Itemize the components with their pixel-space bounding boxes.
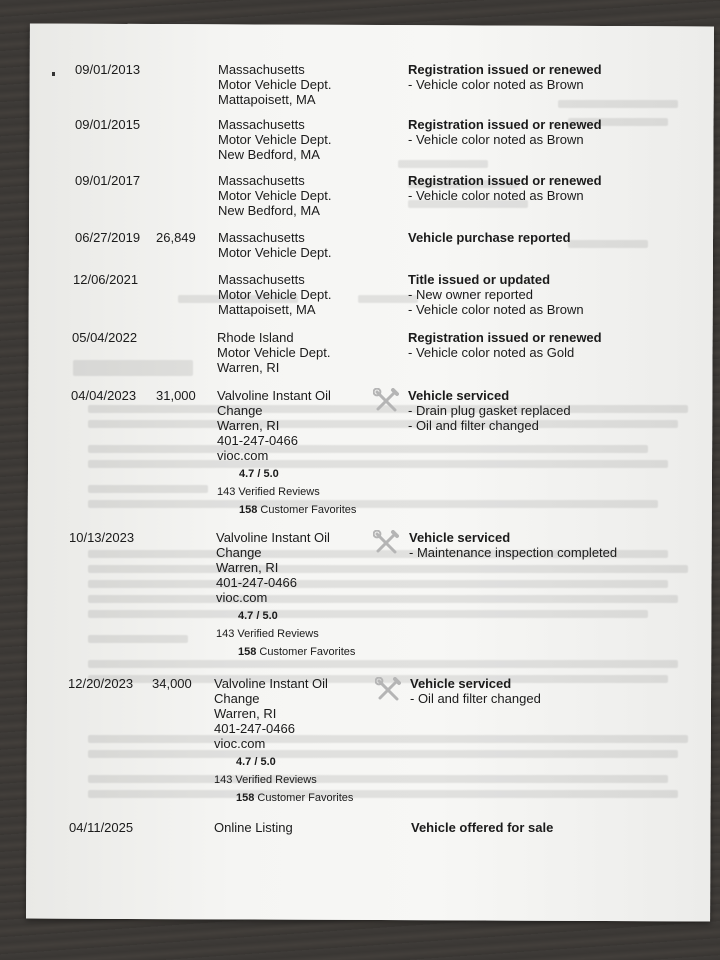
shop-rating: 4.7 / 5.0 — [239, 468, 279, 480]
event-detail: - New owner reported — [408, 287, 533, 302]
source-line: Motor Vehicle Dept. — [218, 287, 332, 302]
record-source — [216, 530, 376, 660]
record-date: 12/06/2021 — [73, 272, 139, 287]
shop-reviews: 143 Verified Reviews — [214, 774, 317, 786]
wrench-screwdriver-icon — [375, 677, 401, 703]
shop-reviews: 143 Verified Reviews — [216, 628, 319, 640]
source-line: Online Listing — [214, 820, 293, 835]
source-line: Massachusetts — [218, 230, 305, 245]
record-source — [218, 272, 378, 317]
record-event — [408, 330, 708, 360]
shop-favorites: 158 Customer Favorites — [236, 792, 354, 804]
source-line: Motor Vehicle Dept. — [218, 77, 332, 92]
event-detail: - Drain plug gasket replaced — [408, 403, 571, 418]
source-line: Massachusetts — [218, 173, 305, 188]
record-source — [218, 173, 378, 218]
wrench-screwdriver-icon — [373, 388, 399, 414]
source-line: Rhode Island — [217, 330, 294, 345]
source-line: Warren, RI — [217, 418, 280, 433]
event-title: Vehicle serviced — [409, 530, 511, 545]
record-odometer: 31,000 — [156, 388, 196, 403]
record-source — [218, 117, 378, 162]
record-date: 09/01/2015 — [75, 117, 141, 132]
record-source — [218, 62, 378, 107]
record-event — [408, 230, 708, 245]
record-date: 04/11/2025 — [69, 820, 134, 835]
source-line: 401-247-0466 — [214, 721, 295, 736]
event-title: Registration issued or renewed — [408, 173, 602, 188]
source-line: Warren, RI — [214, 706, 277, 721]
source-line: Massachusetts — [218, 117, 305, 132]
event-title: Registration issued or renewed — [408, 117, 602, 132]
record-date: 12/20/2023 — [68, 676, 134, 691]
source-line: Valvoline Instant Oil — [217, 388, 331, 403]
shop-favorites: 158 Customer Favorites — [239, 504, 357, 516]
event-title: Registration issued or renewed — [408, 330, 602, 345]
shop-rating: 4.7 / 5.0 — [236, 756, 276, 768]
source-line: Warren, RI — [217, 360, 280, 375]
record-event — [410, 676, 710, 706]
event-detail: - Vehicle color noted as Brown — [408, 132, 584, 147]
record-event — [408, 272, 708, 317]
event-title: Vehicle purchase reported — [408, 230, 571, 245]
event-detail: - Vehicle color noted as Brown — [408, 302, 584, 317]
record-date: 09/01/2017 — [75, 173, 141, 188]
event-detail: - Oil and filter changed — [410, 691, 541, 706]
event-detail: - Vehicle color noted as Brown — [408, 188, 584, 203]
source-line: 401-247-0466 — [216, 575, 297, 590]
record-event — [408, 388, 708, 433]
shop-reviews: 143 Verified Reviews — [217, 486, 320, 498]
event-title: Vehicle serviced — [410, 676, 512, 691]
record-date: 10/13/2023 — [69, 530, 135, 545]
record-date: 09/01/2013 — [75, 62, 141, 77]
source-line: vioc.com — [214, 736, 266, 751]
shop-favorites: 158 Customer Favorites — [238, 646, 356, 658]
event-title: Vehicle offered for sale — [411, 820, 554, 835]
event-detail: - Vehicle color noted as Brown — [408, 77, 584, 92]
record-source — [218, 230, 378, 260]
source-line: Change — [216, 545, 262, 560]
source-line: Change — [217, 403, 263, 418]
event-title: Title issued or updated — [408, 272, 551, 287]
source-line: Valvoline Instant Oil — [216, 530, 330, 545]
source-line: Mattapoisett, MA — [218, 92, 316, 107]
event-detail: - Maintenance inspection completed — [409, 545, 618, 560]
source-line: Change — [214, 691, 260, 706]
event-detail: - Vehicle color noted as Gold — [408, 345, 575, 360]
record-event — [408, 173, 708, 203]
source-line: New Bedford, MA — [218, 203, 320, 218]
record-date: 06/27/2019 — [75, 230, 141, 245]
source-line: Motor Vehicle Dept. — [218, 132, 332, 147]
record-event — [408, 117, 708, 147]
shop-rating: 4.7 / 5.0 — [238, 610, 278, 622]
source-line: Massachusetts — [218, 272, 305, 287]
source-line: Motor Vehicle Dept. — [218, 188, 332, 203]
record-event — [408, 62, 708, 92]
source-line: vioc.com — [217, 448, 269, 463]
source-line: Massachusetts — [218, 62, 305, 77]
record-source — [217, 388, 377, 518]
event-title: Vehicle serviced — [408, 388, 510, 403]
source-line: Valvoline Instant Oil — [214, 676, 328, 691]
source-line: vioc.com — [216, 590, 268, 605]
record-odometer: 34,000 — [152, 676, 192, 691]
record-source — [217, 330, 377, 375]
record-event — [411, 820, 711, 835]
record-date: 05/04/2022 — [72, 330, 138, 345]
event-title: Registration issued or renewed — [408, 62, 602, 77]
record-event — [409, 530, 709, 560]
source-line: Warren, RI — [216, 560, 279, 575]
wrench-screwdriver-icon — [373, 530, 399, 556]
record-date: 04/04/2023 — [71, 388, 137, 403]
pen-mark — [52, 72, 55, 76]
source-line: Motor Vehicle Dept. — [218, 245, 332, 260]
record-source — [214, 820, 374, 835]
source-line: Motor Vehicle Dept. — [217, 345, 331, 360]
event-detail: - Oil and filter changed — [408, 418, 539, 433]
record-odometer: 26,849 — [156, 230, 196, 245]
record-source — [214, 676, 374, 806]
source-line: Mattapoisett, MA — [218, 302, 316, 317]
source-line: 401-247-0466 — [217, 433, 298, 448]
source-line: New Bedford, MA — [218, 147, 320, 162]
